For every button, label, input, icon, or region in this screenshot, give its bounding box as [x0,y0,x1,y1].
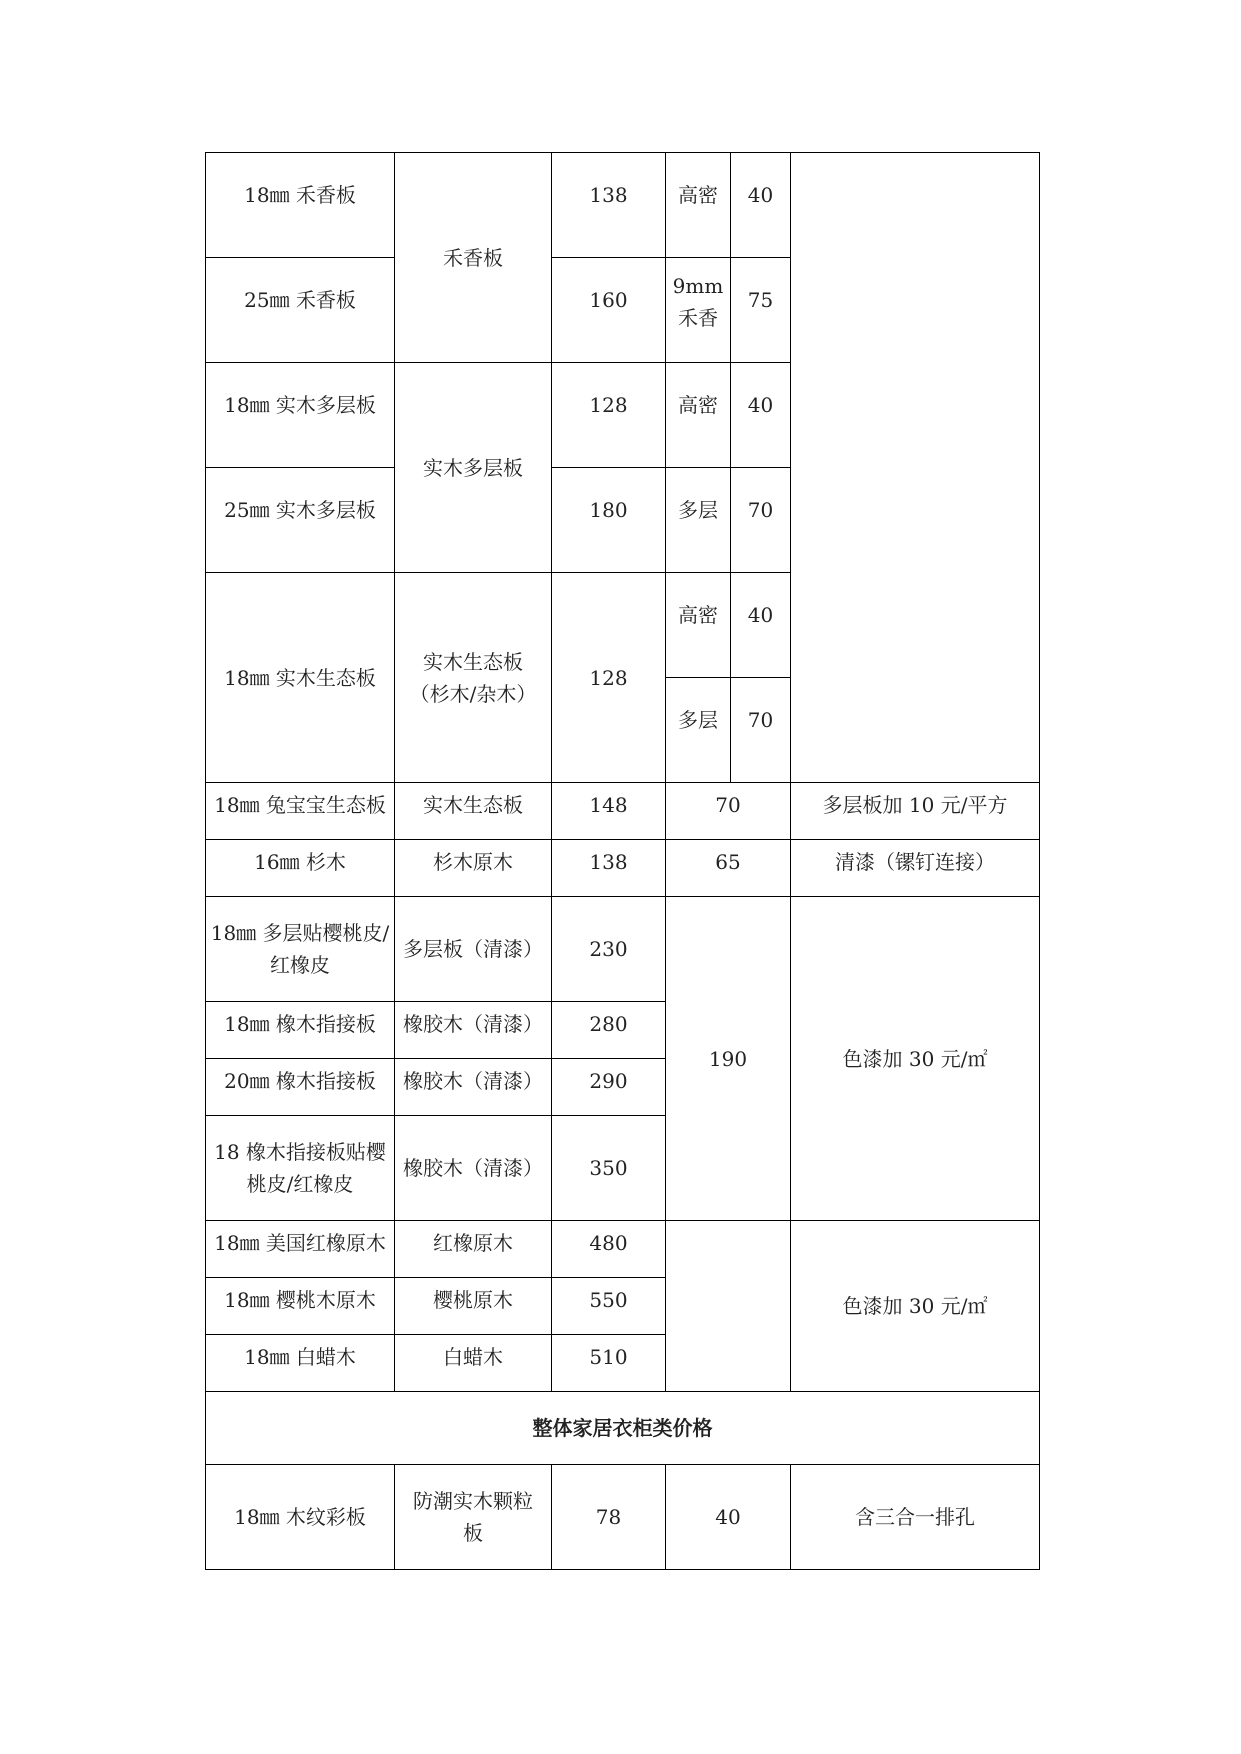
edge-price-cell: 40 [731,153,791,258]
edge-price-cell: 75 [731,258,791,363]
material-cell: 实木生态板（杉木/杂木） [395,573,552,783]
material-cell: 白蜡木 [395,1335,552,1392]
material-cell: 实木生态板 [395,783,552,840]
price-cell: 148 [552,783,666,840]
edge-type-cell: 9mm 禾香 [666,258,731,363]
price-cell: 138 [552,153,666,258]
price-cell: 230 [552,897,666,1002]
edge-price-cell: 70 [666,783,791,840]
note-cell: 色漆加 30 元/㎡ [791,897,1040,1221]
price-cell: 510 [552,1335,666,1392]
price-cell: 128 [552,573,666,783]
material-cell: 樱桃原木 [395,1278,552,1335]
product-name-cell: 18㎜ 木纹彩板 [206,1465,395,1570]
product-name-cell: 18 橡木指接板贴樱桃皮/红橡皮 [206,1116,395,1221]
note-cell: 多层板加 10 元/平方 [791,783,1040,840]
section-heading: 整体家居衣柜类价格 [206,1392,1040,1465]
material-cell: 橡胶木（清漆） [395,1059,552,1116]
edge-price-cell: 190 [666,897,791,1221]
table-row [206,1465,1040,1570]
product-name-cell: 18㎜ 实木多层板 [206,363,395,468]
product-name-cell: 25㎜ 实木多层板 [206,468,395,573]
edge-price-cell-empty [666,1221,791,1392]
price-cell: 350 [552,1116,666,1221]
note-cell-empty [791,153,1040,783]
note-cell: 清漆（镙钉连接） [791,840,1040,897]
edge-type-cell: 高密 [666,363,731,468]
material-cell: 橡胶木（清漆） [395,1002,552,1059]
price-table [205,152,1040,1570]
edge-price-cell: 65 [666,840,791,897]
material-cell: 多层板（清漆） [395,897,552,1002]
edge-price-cell: 70 [731,678,791,783]
table-row [206,1221,1040,1278]
edge-type-cell: 多层 [666,678,731,783]
material-cell: 防潮实木颗粒板 [395,1465,552,1570]
product-name-cell: 18㎜ 橡木指接板 [206,1002,395,1059]
edge-price-cell: 40 [731,363,791,468]
price-cell: 78 [552,1465,666,1570]
note-cell: 色漆加 30 元/㎡ [791,1221,1040,1392]
edge-type-cell: 高密 [666,573,731,678]
product-name-cell: 18㎜ 美国红橡原木 [206,1221,395,1278]
product-name-cell: 18㎜ 白蜡木 [206,1335,395,1392]
product-name-cell: 25㎜ 禾香板 [206,258,395,363]
material-cell: 红橡原木 [395,1221,552,1278]
price-cell: 138 [552,840,666,897]
price-cell: 128 [552,363,666,468]
product-name-cell: 18㎜ 禾香板 [206,153,395,258]
price-cell: 160 [552,258,666,363]
price-cell: 480 [552,1221,666,1278]
product-name-cell: 16㎜ 杉木 [206,840,395,897]
product-name-cell: 18㎜ 多层贴樱桃皮/红橡皮 [206,897,395,1002]
price-cell: 290 [552,1059,666,1116]
table-row [206,840,1040,897]
table-row [206,153,1040,258]
price-cell: 280 [552,1002,666,1059]
product-name-cell: 20㎜ 橡木指接板 [206,1059,395,1116]
product-name-cell: 18㎜ 实木生态板 [206,573,395,783]
table-row [206,1392,1040,1465]
edge-type-cell: 高密 [666,153,731,258]
product-name-cell: 18㎜ 樱桃木原木 [206,1278,395,1335]
price-cell: 180 [552,468,666,573]
edge-price-cell: 40 [666,1465,791,1570]
table-row [206,783,1040,840]
edge-price-cell: 70 [731,468,791,573]
edge-price-cell: 40 [731,573,791,678]
material-cell: 橡胶木（清漆） [395,1116,552,1221]
edge-type-cell: 多层 [666,468,731,573]
material-cell: 禾香板 [395,153,552,363]
product-name-cell: 18㎜ 兔宝宝生态板 [206,783,395,840]
note-cell: 含三合一排孔 [791,1465,1040,1570]
price-cell: 550 [552,1278,666,1335]
material-cell: 杉木原木 [395,840,552,897]
table-row [206,897,1040,1002]
material-cell: 实木多层板 [395,363,552,573]
